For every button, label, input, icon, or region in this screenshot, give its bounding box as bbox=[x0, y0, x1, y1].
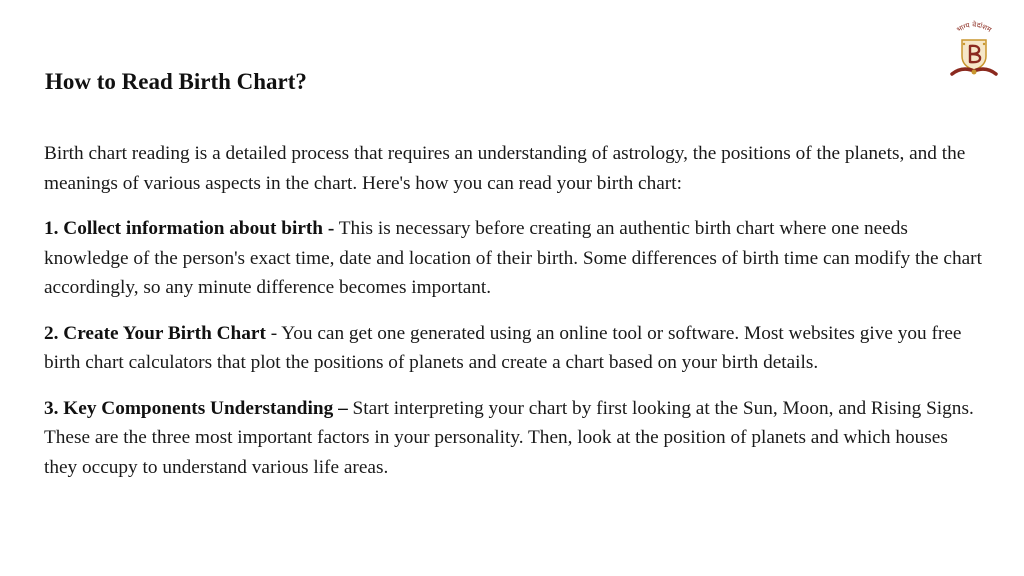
logo-text bbox=[955, 20, 993, 34]
step-heading: 3. Key Components Understanding – bbox=[44, 397, 348, 419]
intro-paragraph: Birth chart reading is a detailed process that requires an understanding of astrology, the positions of the planets, and the meanings of various aspects in the chart. Here's how you can read your birth chart: bbox=[44, 143, 966, 194]
article-body bbox=[44, 139, 984, 498]
logo-text-path: भाग्य वेदांशम bbox=[955, 20, 993, 35]
step-body: This is necessary before creating an authentic birth chart where one needs knowledge of the person's exact time, date and location of their birth. Some differences of birth time can modify the chart accordingly, so any minute difference becomes important. bbox=[44, 218, 982, 298]
step-heading: 2. Create Your Birth Chart bbox=[44, 322, 266, 344]
brand-logo-graphic bbox=[942, 16, 1006, 80]
brand-logo-icon bbox=[942, 16, 1006, 80]
step-paragraph bbox=[44, 394, 984, 483]
step-body: - You can get one generated using an online tool or software. Most websites give you free birth chart calculators that plot the positions of planets and create a chart based on your birth details. bbox=[44, 322, 962, 373]
step-paragraph bbox=[44, 319, 984, 378]
step-heading: 1. Collect information about birth - bbox=[44, 218, 335, 239]
step-body: Start interpreting your chart by first looking at the Sun, Moon, and Rising Signs. These are the three most important factors in your personality. Then, look at the position of planets and which houses they occupy to understand various life areas. bbox=[44, 397, 974, 478]
step-paragraph bbox=[44, 214, 984, 303]
page-title: How to Read Birth Chart? bbox=[45, 69, 307, 94]
